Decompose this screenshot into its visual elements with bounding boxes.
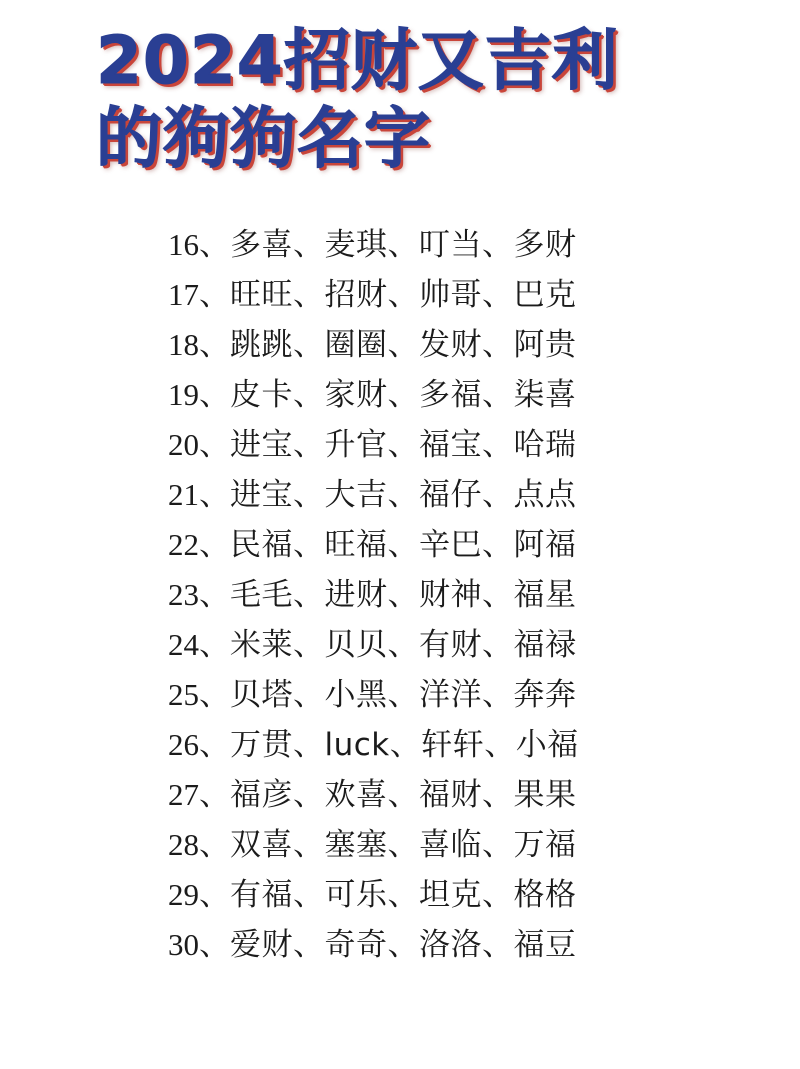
list-item-names: 双喜、塞塞、喜临、万福 [230, 826, 577, 863]
list-item-separator: 、 [199, 276, 230, 313]
list-item-index: 16 [168, 226, 199, 262]
list-item-index: 20 [168, 426, 199, 462]
list-item-index: 24 [168, 626, 199, 662]
list-item-names: 米莱、贝贝、有财、福禄 [230, 626, 577, 663]
list-item [0, 420, 800, 470]
list-item [0, 320, 800, 370]
page-title [0, 0, 800, 178]
dog-name-list [0, 220, 800, 970]
list-item-index: 22 [168, 526, 199, 562]
list-item-separator: 、 [199, 476, 230, 513]
list-item-separator: 、 [199, 376, 230, 413]
list-item [0, 620, 800, 670]
list-item-separator: 、 [199, 776, 230, 813]
list-item-index: 18 [168, 326, 199, 362]
title-line-1: 2024招财又吉利 [96, 22, 619, 99]
list-item-index: 29 [168, 876, 199, 912]
title-line-2: 的狗狗名字 [96, 99, 431, 177]
list-item-names: 福彦、欢喜、福财、果果 [230, 776, 577, 813]
list-item-names: 爱财、奇奇、洛洛、福豆 [230, 926, 577, 963]
list-item-index: 25 [168, 676, 199, 712]
list-item-names: 贝塔、小黑、洋洋、奔奔 [230, 676, 577, 713]
list-item-names: 毛毛、进财、财神、福星 [230, 576, 577, 613]
list-item-names: 跳跳、圈圈、发财、阿贵 [230, 326, 577, 363]
list-item-separator: 、 [199, 876, 230, 913]
list-item [0, 720, 800, 770]
list-item-names: 民福、旺福、辛巴、阿福 [230, 526, 577, 563]
list-item [0, 470, 800, 520]
list-item-names: 万贯、luck、轩轩、小福 [230, 726, 579, 763]
list-item-index: 21 [168, 476, 199, 512]
list-item-names: 皮卡、家财、多福、柒喜 [230, 376, 577, 413]
list-item [0, 820, 800, 870]
list-item-separator: 、 [199, 576, 230, 613]
list-item-separator: 、 [199, 726, 230, 763]
list-item-names: 进宝、大吉、福仔、点点 [230, 476, 577, 513]
list-item [0, 670, 800, 720]
list-item-index: 26 [168, 726, 199, 762]
list-item-index: 19 [168, 376, 199, 412]
list-item-index: 23 [168, 576, 199, 612]
list-item-names: 旺旺、招财、帅哥、巴克 [230, 276, 577, 313]
list-item-separator: 、 [199, 626, 230, 663]
list-item [0, 770, 800, 820]
list-item-separator: 、 [199, 326, 230, 363]
list-item-separator: 、 [199, 676, 230, 713]
list-item-index: 28 [168, 826, 199, 862]
list-item-separator: 、 [199, 226, 230, 263]
list-item [0, 520, 800, 570]
list-item-names: 有福、可乐、坦克、格格 [230, 876, 577, 913]
list-item-separator: 、 [199, 426, 230, 463]
list-item-index: 27 [168, 776, 199, 812]
list-item [0, 220, 800, 270]
list-item-separator: 、 [199, 826, 230, 863]
list-item [0, 270, 800, 320]
list-item [0, 570, 800, 620]
list-item-separator: 、 [199, 526, 230, 563]
list-item-index: 30 [168, 926, 199, 962]
list-item-names: 多喜、麦琪、叮当、多财 [230, 226, 577, 263]
list-item [0, 870, 800, 920]
list-item-index: 17 [168, 276, 199, 312]
list-item-separator: 、 [199, 926, 230, 963]
list-item [0, 370, 800, 420]
list-item [0, 920, 800, 970]
list-item-names: 进宝、升官、福宝、哈瑞 [230, 426, 577, 463]
